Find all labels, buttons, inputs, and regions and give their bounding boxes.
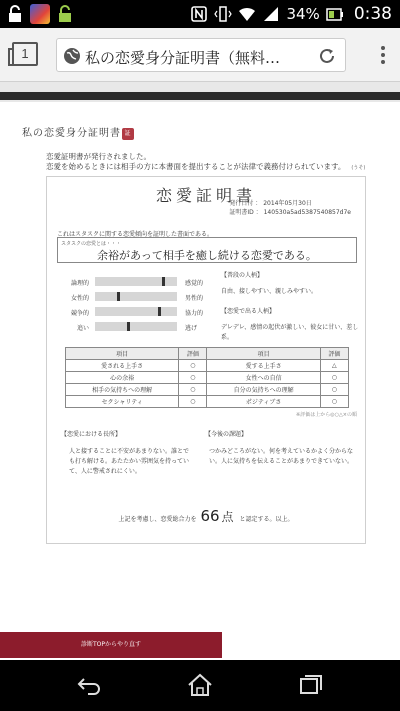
home-icon[interactable] (187, 673, 213, 697)
personality-header: 【普段の人柄】 (221, 272, 264, 279)
evaluation-note: ※評価は上から◎○△×の順 (296, 412, 357, 418)
love-type: 余裕があって相手を癒し続ける恋愛である。 (97, 249, 317, 262)
meter-bar (95, 307, 177, 316)
globe-icon (63, 47, 81, 65)
score-suffix: と認定する。以上。 (239, 516, 294, 523)
intro-note: (うそ) (351, 165, 366, 171)
challenges-text: つかみどころがない。何を考えているかよく分からない。人に気持ちを伝えることがあまりできていない。 (209, 448, 354, 465)
evaluation-table (65, 347, 349, 408)
table-row: 相手の気持ちへの理解 ○ 自分の気持ちへの理解 ○ (66, 384, 349, 396)
battery-icon (326, 5, 344, 23)
tab-switcher-icon[interactable]: 1 (12, 42, 38, 66)
wifi-icon (238, 5, 256, 23)
vibrate-icon (214, 5, 232, 23)
retry-button[interactable]: 診断TOPからやり直す (0, 632, 222, 658)
lock-icon (6, 5, 24, 23)
recent-apps-icon[interactable] (298, 673, 324, 697)
app-icon (30, 4, 50, 24)
system-icons (190, 4, 392, 24)
meter-marker (117, 292, 120, 301)
notification-icons (6, 4, 74, 24)
intro-text (46, 152, 365, 173)
intro-line-2: 恋愛を始めるときには相手の方に本書面を提出することが法律で義務付けられています。 (うそ) (46, 162, 366, 171)
system-nav-bar (0, 660, 400, 711)
status-bar (0, 0, 400, 28)
table-header-row: 項目 評価 項目 評価 (66, 348, 349, 360)
certificate-title: 恋愛証明書 (155, 186, 256, 205)
url-title: 私の恋愛身分証明書（無料… (85, 49, 281, 67)
url-bar[interactable] (56, 38, 346, 72)
meter-marker (162, 277, 165, 286)
reload-icon[interactable] (317, 46, 337, 66)
meter-row: 論理的 感覚的 (57, 275, 207, 290)
lock-icon (56, 5, 74, 23)
meter-row: 追い 逃げ (57, 320, 207, 335)
certificate-id: 証明書ID ： 140530a5ad5387540857d7e (229, 209, 351, 216)
love-type-box (57, 237, 357, 263)
nfc-icon (190, 5, 208, 23)
issue-date: 発行日付 ： 2014年05月30日 (229, 200, 312, 207)
clock: 0:38 (353, 4, 392, 24)
meter-marker (158, 307, 161, 316)
meter-row: 競争的 協力的 (57, 305, 207, 320)
strengths-header: 【恋愛における長所】 (61, 431, 122, 438)
tendency-meters (57, 275, 207, 335)
score-line (47, 507, 365, 525)
table-row: 愛される上手さ ○ 愛する上手さ △ (66, 360, 349, 372)
certificate (46, 176, 366, 544)
meter-bar (95, 277, 177, 286)
intro-line-1: 恋愛証明書が発行されました。 (46, 152, 151, 161)
in-love-text: デレデレ、感情の起伏が激しい、彼女に甘い、差し系。 (221, 324, 359, 341)
issue-info (229, 199, 351, 217)
score-prefix: 上記を考慮し、恋愛総合力を (118, 516, 197, 523)
signal-icon (262, 5, 280, 23)
page-header-bar (0, 92, 400, 100)
personality-text: 自由、接しやすい、親しみやすい。 (221, 288, 318, 295)
overflow-menu-icon[interactable] (380, 46, 386, 66)
strengths-text: 人と接することに不安があまりない。誰とでも打ち解ける。あたたかい雰囲気を持っていて、人に警戒されにくい。 (69, 448, 190, 475)
site-title: 私の恋愛身分証明書 証明 (22, 124, 134, 140)
love-type-label: スタスクの恋愛とは・・・ (61, 241, 122, 247)
meter-marker (127, 322, 130, 331)
browser-toolbar (0, 28, 400, 82)
back-icon[interactable] (76, 673, 102, 697)
challenges-header: 【今後の課題】 (205, 431, 248, 438)
battery-percent: 34% (286, 5, 320, 23)
stamp-icon: 証明 (122, 128, 134, 140)
in-love-header: 【恋愛で出る人柄】 (221, 308, 276, 315)
meter-bar (95, 322, 177, 331)
table-row: セクシャリティ ○ ポジティブさ ○ (66, 396, 349, 408)
traits (221, 271, 361, 353)
score-value: 66 (200, 507, 220, 525)
meter-bar (95, 292, 177, 301)
meter-row: 女性的 男性的 (57, 290, 207, 305)
score-unit: 点 (221, 510, 234, 524)
table-row: 心の余裕 ○ 女性への自信 ○ (66, 372, 349, 384)
certificate-description: これはスタスクに関する恋愛傾向を証明した書面である。 (57, 231, 214, 238)
